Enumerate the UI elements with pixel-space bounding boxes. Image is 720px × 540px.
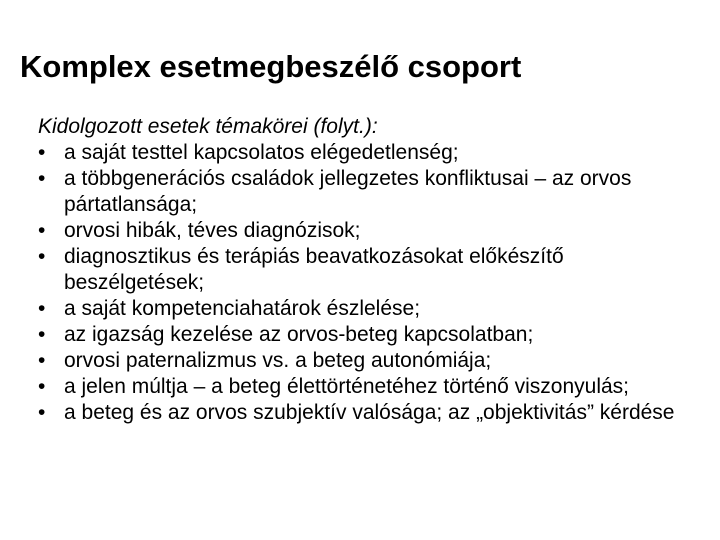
list-item-text: a saját kompetenciahatárok észlelése; bbox=[64, 297, 421, 320]
bullet-icon: • bbox=[38, 245, 46, 268]
bullet-icon: • bbox=[38, 349, 46, 372]
list-item bbox=[38, 400, 710, 426]
list-item bbox=[38, 374, 710, 400]
list-item bbox=[38, 244, 710, 296]
bullet-icon: • bbox=[38, 323, 46, 346]
list-item bbox=[38, 218, 710, 244]
list-item-text: diagnosztikus és terápiás beavatkozásokat előkészítő beszélgetések; bbox=[64, 245, 564, 294]
bullet-icon: • bbox=[38, 297, 46, 320]
list-item bbox=[38, 140, 710, 166]
slide-content bbox=[38, 114, 710, 426]
list-item-text: az igazság kezelése az orvos-beteg kapcsolatban; bbox=[64, 323, 534, 346]
bullet-icon: • bbox=[38, 401, 46, 424]
list-item-text: a beteg és az orvos szubjektív valósága; az „objektivitás” kérdése bbox=[64, 401, 675, 424]
bullet-icon: • bbox=[38, 141, 46, 164]
list-item-text: a jelen múltja – a beteg élettörténetéhez történő viszonyulás; bbox=[64, 375, 630, 398]
list-item-text: a saját testtel kapcsolatos elégedetlenség; bbox=[64, 141, 459, 164]
topic-list bbox=[38, 140, 710, 426]
list-item bbox=[38, 296, 710, 322]
bullet-icon: • bbox=[38, 167, 46, 190]
list-item-text: a többgenerációs családok jellegzetes konfliktusai – az orvos pártatlansága; bbox=[64, 167, 632, 216]
list-item bbox=[38, 348, 710, 374]
list-item bbox=[38, 166, 710, 218]
list-item-text: orvosi paternalizmus vs. a beteg autonómiája; bbox=[64, 349, 492, 372]
list-item-text: orvosi hibák, téves diagnózisok; bbox=[64, 219, 361, 242]
list-item bbox=[38, 322, 710, 348]
intro-text: Kidolgozott esetek témakörei (folyt.): bbox=[38, 115, 378, 138]
slide-title: Komplex esetmegbeszélő csoport bbox=[20, 49, 522, 84]
bullet-icon: • bbox=[38, 375, 46, 398]
bullet-icon: • bbox=[38, 219, 46, 242]
